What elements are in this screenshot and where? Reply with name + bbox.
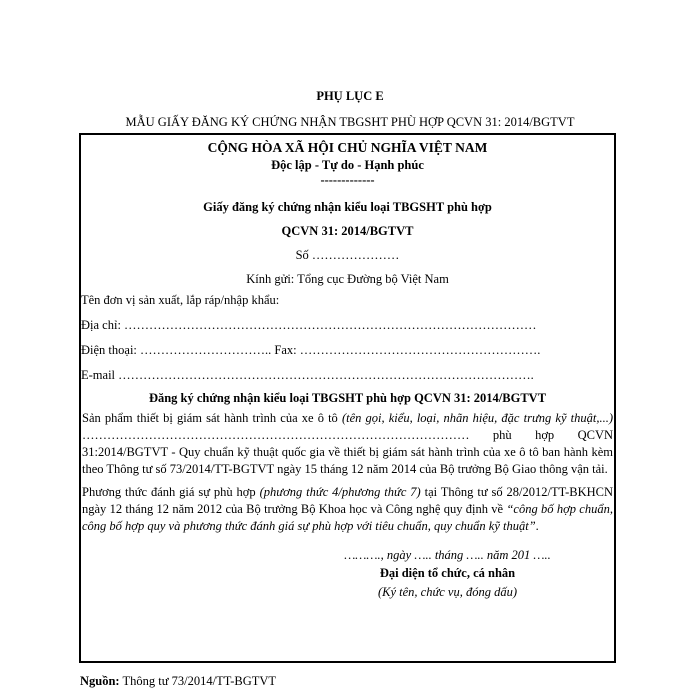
signer-note: (Ký tên, chức vụ, đóng dấu) xyxy=(377,585,518,600)
number-line: Số ………………… xyxy=(295,248,400,263)
product-paragraph xyxy=(81,410,614,478)
motto: Độc lập - Tự do - Hạnh phúc xyxy=(271,158,424,173)
nation-title: CỘNG HÒA XÃ HỘI CHỦ NGHĨA VIỆT NAM xyxy=(207,140,488,155)
date-line: ………., ngày ….. tháng ….. năm 201 ….. xyxy=(344,547,551,562)
source-value: Thông tư 73/2014/TT-BGTVT xyxy=(119,674,277,688)
method-prefix: Phương thức đánh giá sự phù hợp xyxy=(82,484,260,499)
email-line: E-mail ………………………………………………………………………………………. xyxy=(81,367,534,382)
manufacturer-label: Tên đơn vị sản xuất, lắp ráp/nhập khẩu: xyxy=(81,293,280,308)
signer-title: Đại diện tổ chức, cá nhân xyxy=(379,566,516,581)
form-title: MẪU GIẤY ĐĂNG KÝ CHỨNG NHẬN TBGSHT PHÙ HỢP QCVN 31: 2014/BGTVT xyxy=(125,115,575,129)
doc-title-line2: QCVN 31: 2014/BGTVT xyxy=(281,224,414,239)
product-prefix: Sản phẩm thiết bị giám sát hành trình của xe ô tô xyxy=(82,411,342,426)
method-mid: tại Thông tư số 28/2012/TT-BKHCN ngày 12 tháng 12 năm 2012 của Bộ trưởng Bộ Khoa học và Công nghệ quy định về xyxy=(82,484,614,516)
product-rest: ù hợp QCVN 31:2014/BGTVT - Quy chuẩn kỹ thuật quốc gia về thiết bị giám sát hành trình của xe ô tô ban hành kèm theo Thông tư số 73/2014/TT-BGTVT ngày 15 tháng 12 năm 2014 của Bộ trưởng Bộ Giao thông vận tải. xyxy=(82,428,613,477)
recipient: Kính gửi: Tổng cục Đường bộ Việt Nam xyxy=(246,272,449,287)
source-label: Nguồn: xyxy=(80,674,120,688)
product-italic: (tên gọi, kiểu, loại, nhãn hiệu, đặc trưng kỹ thuật,...) xyxy=(341,411,613,426)
appendix-title: PHỤ LỤC E xyxy=(316,89,384,103)
separator: ------------- xyxy=(320,173,375,188)
product-dots: ………………………………………………………………………………… ph xyxy=(82,428,506,443)
section-title: Đăng ký chứng nhận kiểu loại TBGSHT phù hợp QCVN 31: 2014/BGTVT xyxy=(148,390,547,405)
method-italic: (phương thức 4/phương thức 7) xyxy=(259,484,421,499)
phone-fax-line: Điện thoại: ………………………….. Fax: …………………………………………………. xyxy=(81,342,541,357)
source-note xyxy=(80,673,276,690)
method-quote: “công bố hợp chuẩn, công bố hợp quy và phương thức đánh giá sự phù hợp với tiêu chuẩn, quy chuẩn kỹ thuật” xyxy=(82,501,613,533)
form-box xyxy=(79,133,616,663)
method-end: . xyxy=(535,518,539,533)
method-paragraph xyxy=(81,484,614,535)
doc-title-line1: Giấy đăng ký chứng nhận kiểu loại TBGSHT phù hợp xyxy=(203,199,492,214)
address-line: Địa chỉ: ……………………………………………………………………………………… xyxy=(81,317,537,332)
